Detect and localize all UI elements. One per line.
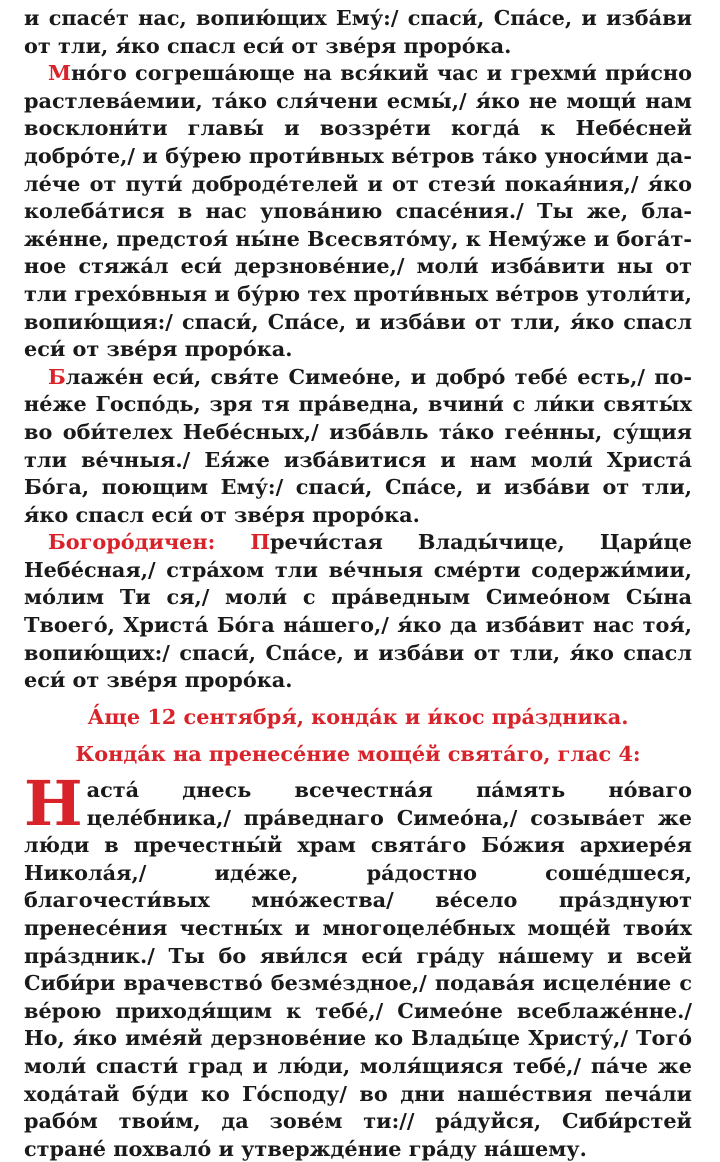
theotokion-paragraph: [24, 528, 692, 694]
red-initial: Б: [48, 363, 66, 389]
troparion-paragraph: [24, 59, 692, 363]
red-initial: М: [48, 60, 72, 86]
troparion-paragraph: [24, 363, 692, 529]
paragraph-text: и спасе́т нас, вопию́щих Ему́:/ спаси́, Спа́се, и изба́ви от тли, я́ко спасл еси́ от звéря проро́ка.: [24, 5, 692, 58]
kontakion-paragraph: [24, 767, 692, 1162]
red-initial: П: [250, 529, 271, 555]
paragraph-continuation: [24, 4, 692, 59]
paragraph-text: но́го согреша́юще на вся́кий час и грехми́ при́сно растлева́емии, та́ко сля́чени есмы́,/ я́ко не мощи́ нам восклони́ти главы́ и воззре́ти когда́ к Небе́сней добро́те,/ и бу́рею проти́вных ве́тров та́ко уноси́ми дале́че от пути́ доброде́телей и от стези́ покая́ния,/ я́ко колеба́тися в нас упова́нию спасе́ния./ Ты же, блаже́нне, предстоя́ ны́не Всесвято́му, к Нему́же и бога́тное стяжа́л еси́ дерзнове́ние,/ моли́ изба́вити ны от тли грехо́вныя и бу́рю тех проти́вных ве́тров утоли́ти, вопию́щия:/ спаси́, Спа́се, и изба́ви от тли, я́ко спасл еси́ от звéря проро́ка.: [24, 60, 692, 362]
paragraph-text: речи́стая Влады́чице, Цари́це Небе́сная,/ стра́хом тли ве́чныя сме́рти содержи́мии, мо́лим Ти ся,/ моли́ с пра́ведным Симео́ном Сы́на Твоего́, Христа́ Бо́га на́шего,/ я́ко да изба́вит нас тоя́, вопию́щих:/ спаси́, Спа́се, и изба́ви от тли, я́ко спасл еси́ от звéря проро́ка.: [24, 529, 692, 693]
drop-cap-initial: Н: [24, 767, 83, 841]
kontakion-text: аста́ днесь всечестна́я па́мять но́ваго целе́бника,/ пра́веднаго Симео́на,/ созыва́ет же лю́ди в пречестны́й храм свята́го Бо́жия архиере́я Никола́я,/ иде́же, ра́достно соше́дшеся, благочести́вых мно́жества/ ве́село пра́зднуют пренесе́ния честны́х и многоцеле́бных моще́й твои́х пра́здник./ Ты бо яви́лся еси́ гра́ду на́шему и всей Сиби́ри врачевство́ безме́здное,/ подава́я исцеле́ние с ве́рою приходя́щим к тебе́,/ Симео́не всеблаже́нне./ Но, я́ко име́яй дерзнове́ние ко Влады́це Христу́,/ Того́ моли́ спасти́ град и лю́ди, моля́щияся тебе́,/ па́че же хода́тай бу́ди ко Го́споду/ во дни наше́ствия печа́ли рабо́м твои́м, да зове́м ти:// ра́дуйся, Сиби́рстей стране́ похвало́ и утвержде́ние гра́ду на́шему.: [24, 777, 692, 1161]
kontakion-heading: Конда́к на пренесе́ние моще́й свята́го, глас 4:: [75, 741, 641, 767]
theotokion-label: Богоро́дичен:: [48, 529, 216, 555]
rubric-heading: А́ще 12 сентября́, конда́к и и́кос пра́здника.: [87, 703, 629, 729]
paragraph-text: лаже́н еси́, свя́те Симео́не, и добро́ тебе́ есть,/ поне́же Госпо́дь, зря тя пра́ведна, вчини́ с ли́ки святы́х во оби́телех Небе́сных,/ изба́вль та́ко гее́нны, су́щия тли ве́чныя./ Ея́же изба́витися и нам моли́ Христа́ Бо́га, поющим Ему́:/ спаси́, Спа́се, и изба́ви от тли, я́ко спасл еси́ от звéря проро́ка.: [24, 363, 692, 527]
